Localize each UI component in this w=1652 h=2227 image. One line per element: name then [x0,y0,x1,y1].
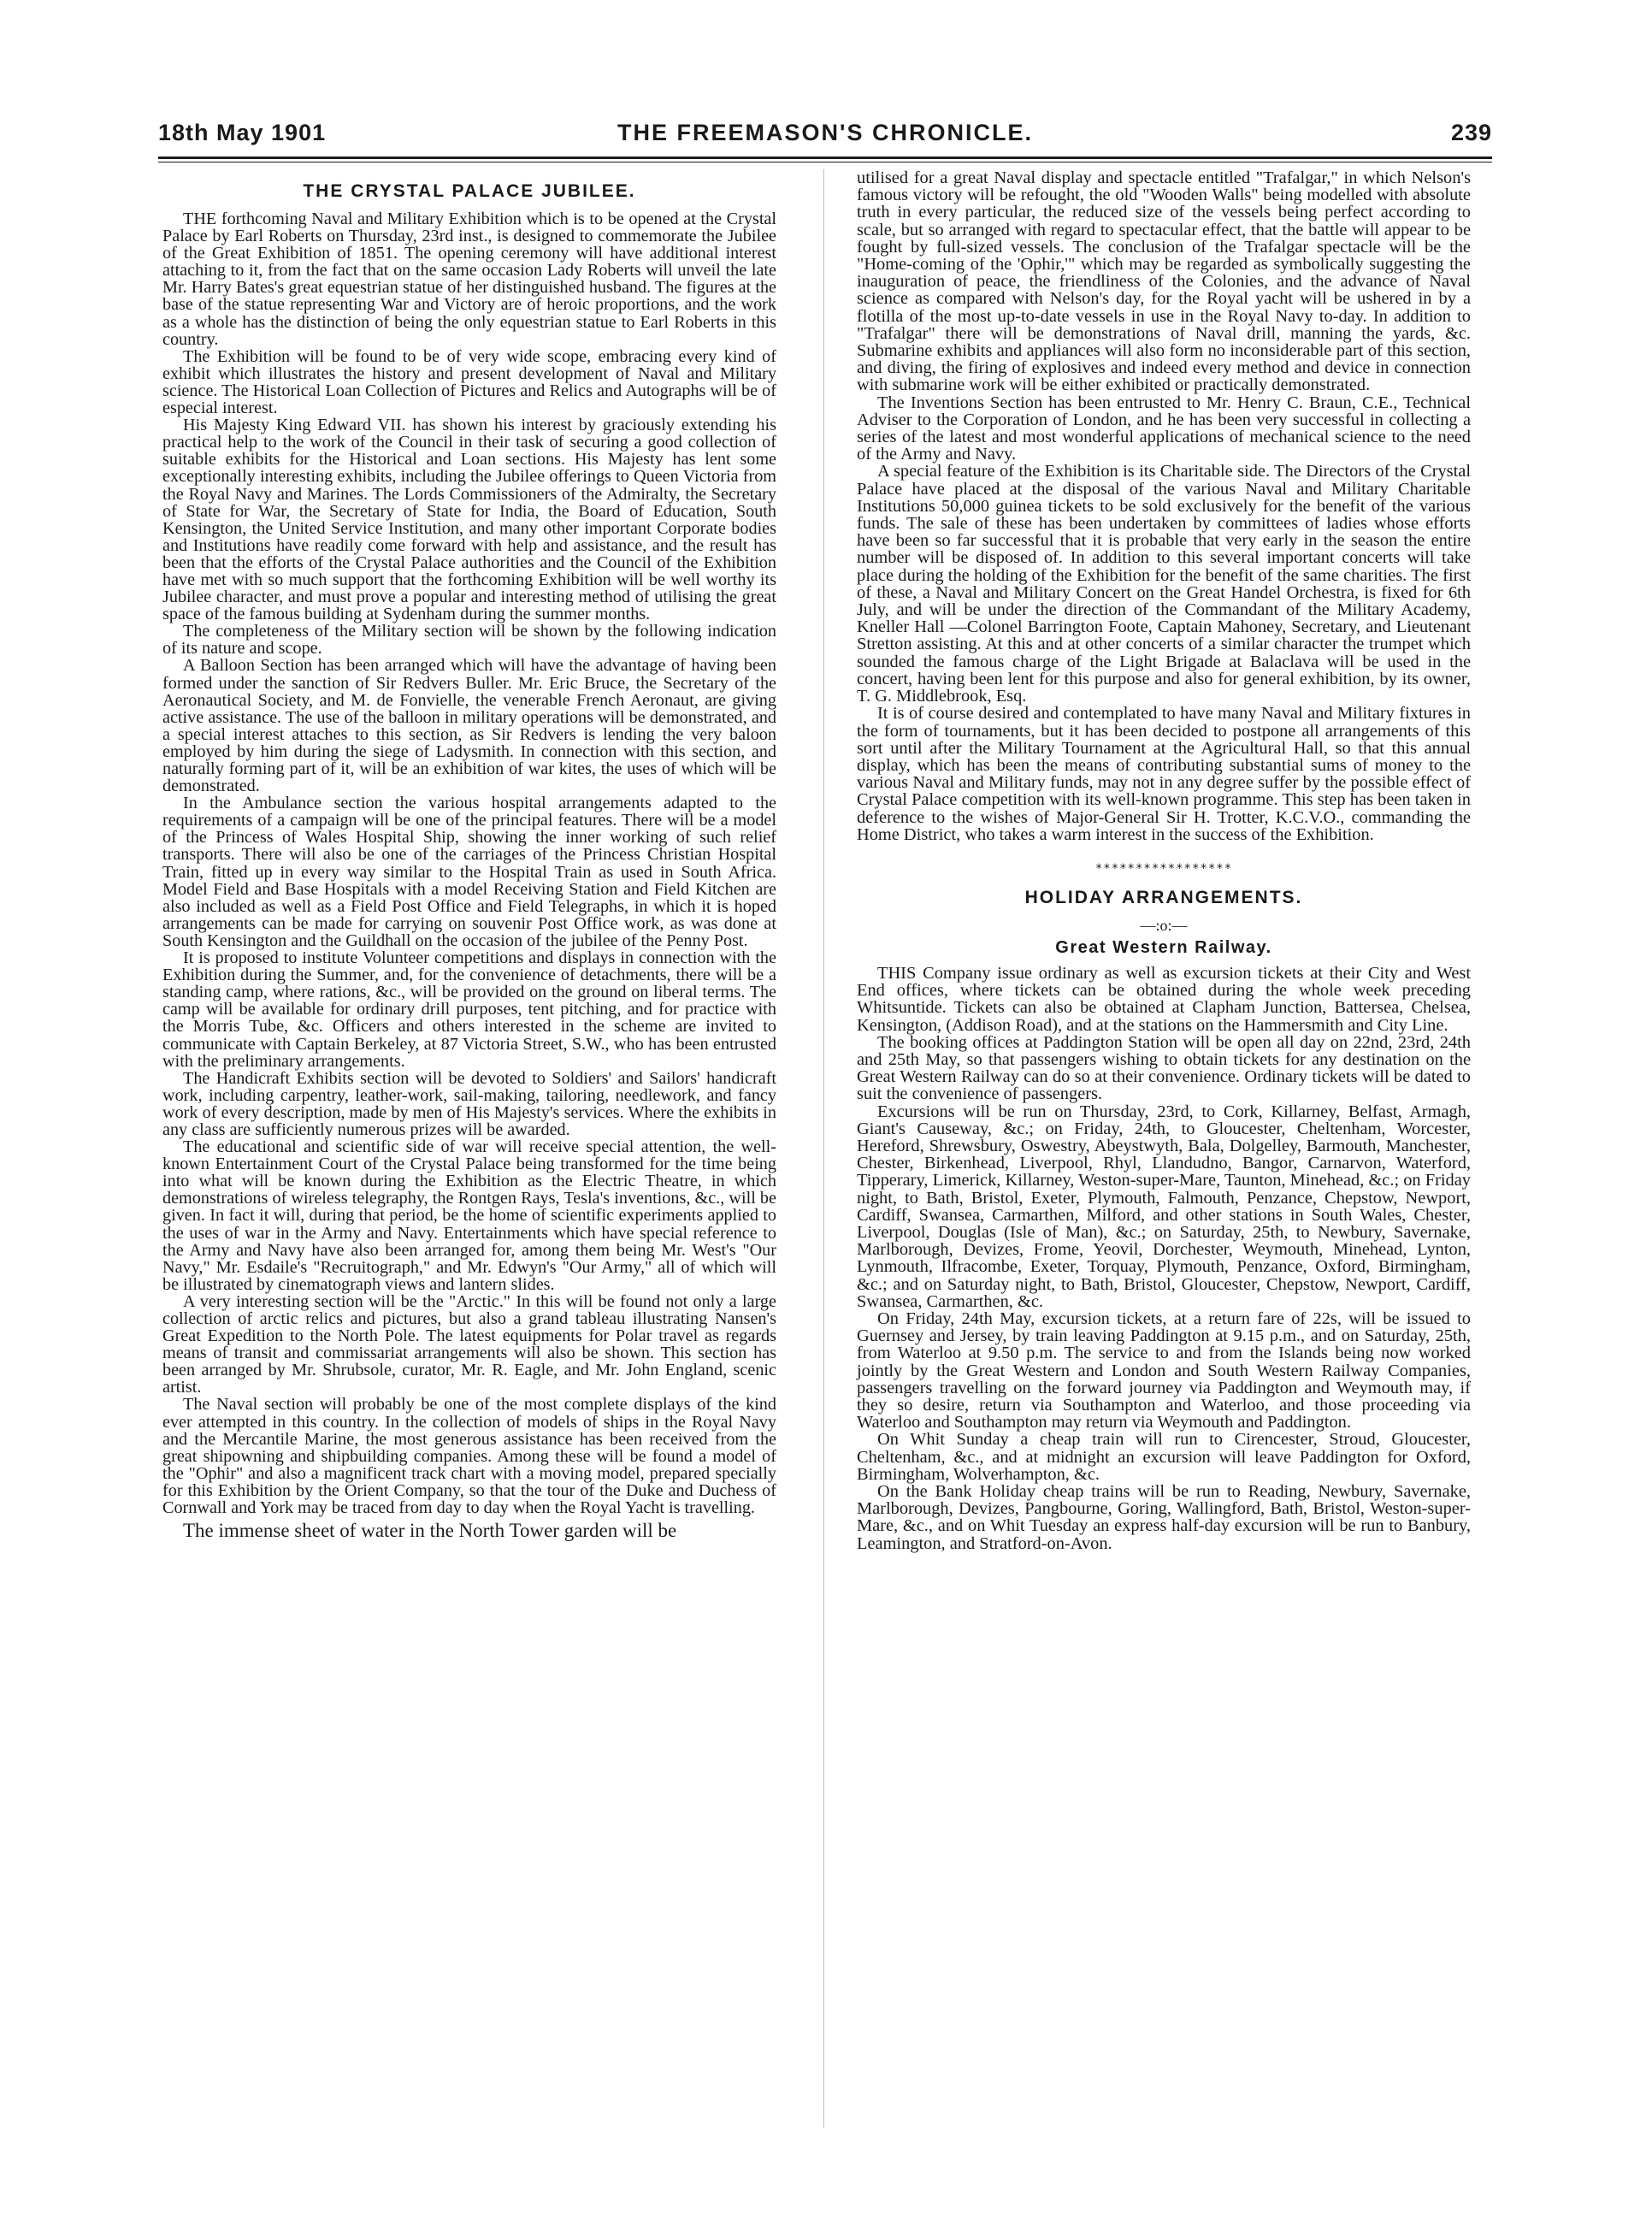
page-number: 239 [1450,120,1492,145]
article-paragraph: The Handicraft Exhibits section will be devoted to Soldiers' and Sailors' handicraft work, including carpentry, leather-work, sail-making, tailoring, needlework, and fancy work of every description, made by men of His Majesty's services. Where the exhibits in any class are sufficiently numerous prizes will be awarded. [162,1068,776,1139]
article-paragraph: THIS Company issue ordinary as well as excursion tickets at their City and West End offices, where tickets can be obtained during the whole week preceding Whitsuntide. Tickets can also be obtained at Clapham Junction, Battersea, Chelsea, Kensington, (Addison Road), and at the stations on the Hammersmith and City Line. [857,963,1471,1035]
page-header [158,120,1492,154]
left-column [162,169,776,1542]
publication-title: THE FREEMASON'S CHRONICLE. [617,120,1033,145]
column-divider [823,169,824,2128]
article-paragraph: The completeness of the Military section will be shown by the following indication of its nature and scope. [162,622,776,659]
article-paragraph: The immense sheet of water in the North Tower garden will be [183,1520,677,1542]
issue-date: 18th May 1901 [158,120,327,145]
article-paragraph: It is of course desired and contemplated to have many Naval and Military fixtures in the form of tournaments, but it has been decided to postpone all arrangements of this sort until after the Military Tournament at the Agricultural Hall, so that this annual display, which has been the means of contributing substantial sums of money to the various Naval and Military funds, may not in any degree suffer by the possible effect of Crystal Palace competition with its well-known programme. This step has been taken in deference to the wishes of Major-General Sir H. Trotter, K.C.V.O., commanding the Home District, who takes a warm interest in the success of the Exhibition. [857,704,1471,844]
article-title-crystal-palace: THE CRYSTAL PALACE JUBILEE. [303,181,636,201]
header-rule [158,157,1492,159]
article-paragraph-continued: utilised for a great Naval display and spectacle entitled "Trafalgar," in which Nelson's famous victory will be refought, the old "Wooden Walls" being modelled with absolute truth in every particular, the reduced size of the vessels being perfect according to scale, but so arranged with regard to spectacular effect, that the battle will appear to be fought by full-sized vessels. The conclusion of the Trafalgar spectacle will be the "Home-coming of the 'Ophir,'" which may be regarded as symbolically suggesting the inauguration of peace, the friendliness of the Colonies, and the advance of Naval science as compared with Nelson's day, for the Royal yacht will be ushered in by a flotilla of the most up-to-date vessels in use in the Royal Navy to-day. In addition to "Trafalgar" there will be demonstrations of Naval drill, manning the yards, &c. Submarine exhibits and appliances will also form no inconsiderable part of this section, and diving, the firing of explosives and indeed every method and device in connection with submarine work will be either exhibited or practically demonstrated. [857,168,1471,395]
article-paragraph: The Naval section will probably be one of the most complete displays of the kind ever attempted in this country. In the collection of models of ships in the Royal Navy and the Mercantile Marine, the most generous assistance has been received from the great shipowning and shipbuilding companies. Among these will be found a model of the "Ophir" and also a magnificent track chart with a moving model, prepared specially for this Exhibition by the Orient Company, so that the tour of the Duke and Duchess of Cornwall and York may be traced from day to day when the Royal Yacht is travelling. [162,1395,776,1518]
article-paragraph: A special feature of the Exhibition is its Charitable side. The Directors of the Crystal Palace have placed at the disposal of the various Naval and Military Charitable Institutions 50,000 guinea tickets to be sold exclusively for the benefit of the various funds. The sale of these has been undertaken by committees of ladies whose efforts have been so far successful that it is probable that very early in the season the entire number will be disposed of. In addition to this several important concerts will take place during the holding of the Exhibition for the benefit of the same charities. The first of these, a Naval and Military Concert on the Great Handel Orchestra, is fixed for 6th July, and will be under the direction of the Commandant of the Military Academy, Kneller Hall —Colonel Barrington Foote, Captain Mahoney, Secretary, and Lieutenant Stretton assisting. At this and at other concerts of a similar character the trumpet which sounded the famous charge of the Light Brigade at Balaclava will be used in the concert, having been lent for this purpose and also for general exhibition, by its owner, T. G. Middlebrook, Esq. [857,462,1471,706]
article-paragraph: In the Ambulance section the various hospital arrangements adapted to the requirements of a campaign will be one of the principal features. There will be a model of the Princess of Wales Hospital Ship, showing the inner working of such relief transports. There will also be one of the carriages of the Princess Christian Hospital Train, fitted up in every way similar to the Hospital Train as used in South Africa. Model Field and Base Hospitals with a model Receiving Station and Field Kitchen are also included as well as a Field Post Office and Field Telegraphs, in which it is hoped arrangements can be made for carrying on souvenir Post Office work, as was done at South Kensington and the Guildhall on the occasion of the jubilee of the Penny Post. [162,794,776,950]
article-paragraph: It is proposed to institute Volunteer competitions and displays in connection with the Exhibition during the Summer, and, for the convenience of detachments, there will be a standing camp, where rations, &c., will be provided on the ground on liberal terms. The camp will be available for ordinary drill purposes, tent pitching, and for practice with the Morris Tube, &c. Officers and others interested in the scheme are invited to communicate with Captain Berkeley, at 87 Victoria Street, S.W., who has been entrusted with the preliminary arrangements. [162,948,776,1071]
article-paragraph: A Balloon Section has been arranged which will have the advantage of having been formed under the sanction of Sir Redvers Buller. Mr. Eric Bruce, the Secretary of the Aeronautical Society, and M. de Fonvielle, the venerable French Aeronaut, are giving active assistance. The use of the balloon in military operations will be demonstrated, and a special interest attaches to this section, as Sir Redvers is lending the very baloon employed by him during the siege of Ladysmith. In connection with this section, and naturally forming part of it, will be an exhibition of war kites, the uses of which will be demonstrated. [162,656,776,796]
article-paragraph: On the Bank Holiday cheap trains will be run to Reading, Newbury, Savernake, Marlborough, Devizes, Pangbourne, Goring, Wallingford, Bath, Bristol, Weston-super-Mare, &c., and on Whit Tuesday an express half-day excursion will be run to Banbury, Leamington, and Stratford-on-Avon. [857,1482,1471,1553]
article-paragraph: A very interesting section will be the "Arctic." In this will be found not only a large collection of arctic relics and pictures, but also a grand tableau illustrating Nansen's Great Expedition to the North Pole. The latest equipments for Polar travel as regards means of transit and commissariat arrangements will also be shown. This section has been arranged by Mr. Shrubsole, curator, Mr. R. Eagle, and Mr. John England, scenic artist. [162,1291,776,1397]
right-column [857,169,1471,1552]
article-paragraph: The booking offices at Paddington Station will be open all day on 22nd, 23rd, 24th and 25th May, so that passengers wishing to obtain tickets for any destination on the Great Western Railway can do so at their convenience. Ordinary tickets will be dated to suit the convenience of passengers. [857,1032,1471,1104]
article-subtitle: Great Western Railway. [1055,937,1272,957]
article-paragraph: THE forthcoming Naval and Military Exhibition which is to be opened at the Crystal Palace by Earl Roberts on Thursday, 23rd inst., is designed to commemorate the Jubilee of the Great Exhibition of 1851. The opening ceremony will have additional interest attaching to it, from the fact that on the same occasion Lady Roberts will unveil the late Mr. Harry Bates's great equestrian statue of her distinguished husband. The figures at the base of the statue representing War and Victory are of heroic proportions, and the work as a whole has the distinction of being the only equestrian statue to Earl Roberts in this country. [162,210,776,349]
article-paragraph: His Majesty King Edward VII. has shown his interest by graciously extending his practical help to the work of the Council in their task of securing a good collection of suitable exhibits for the Historical and Loan sections. His Majesty has lent some exceptionally interesting exhibits, including the Jubilee offerings to Queen Victoria from the Royal Navy and Marines. The Lords Commissioners of the Admiralty, the Secretary of State for War, the Secretary of State for India, the Board of Education, South Kensington, the United Service Institution, and many other important Corporate bodies and Institutions have readily come forward with help and assistance, and the result has been that the efforts of the Crystal Palace authorities and the Council of the Exhibition have met with so much support that the forthcoming Exhibition will be well worthy its Jubilee character, and must prove a popular and interesting method of utilising the great space of the famous building at Sydenham during the summer months. [162,416,776,624]
article-paragraph: The Inventions Section has been entrusted to Mr. Henry C. Braun, C.E., Technical Adviser to the Corporation of London, and he has been very successful in collecting a series of the latest and most wonderful applications of mechanical science to the need of the Army and Navy. [857,393,1471,464]
section-separator: ***************** [1094,861,1233,876]
article-paragraph: The educational and scientific side of war will receive special attention, the well-known Entertainment Court of the Crystal Palace being transformed for the time being into what will be known during the Exhibition as the Electric Theatre, in which demonstrations of wireless telegraphy, the Rontgen Rays, Tesla's inventions, &c., will be given. In fact it will, during that period, be the home of scientific experiments applied to the uses of war in the Army and Navy. Entertainments which have special reference to the Army and Navy have also been arranged for, among them being Mr. West's "Our Navy," Mr. Esdaile's "Recruitograph," and Mr. Edwyn's "Our Army," all of which will be illustrated by cinematograph views and lantern slides. [162,1137,776,1294]
article-paragraph: On Whit Sunday a cheap train will run to Cirencester, Stroud, Gloucester, Cheltenham, &c., and at midnight an excursion will leave Paddington for Oxford, Birmingham, Wolverhampton, &c. [857,1430,1471,1484]
article-paragraph: Excursions will be run on Thursday, 23rd, to Cork, Killarney, Belfast, Armagh, Giant's Causeway, &c.; on Friday, 24th, to Gloucester, Cheltenham, Worcester, Hereford, Shrewsbury, Oswestry, Abeystwyth, Bala, Dolgelley, Barmouth, Manchester, Chester, Birkenhead, Liverpool, Rhyl, Llandudno, Bangor, Carnarvon, Waterford, Tipperary, Limerick, Killarney, Weston-super-Mare, Taunton, Minehead, &c.; on Friday night, to Bath, Bristol, Exeter, Plymouth, Falmouth, Penzance, Chepstow, Newport, Cardiff, Swansea, Carmarthen, Milford, and other stations in South Wales, Chester, Liverpool, Douglas (Isle of Man), &c.; on Saturday, 25th, to Newbury, Savernake, Marlborough, Devizes, Frome, Yeovil, Dorchester, Weymouth, Minehead, Lynton, Lynmouth, Ilfracombe, Exeter, Torquay, Plymouth, Penzance, Oxford, Birmingham, &c.; and on Saturday night, to Bath, Bristol, Gloucester, Chepstow, Newport, Cardiff, Swansea, Carmarthen, &c. [857,1102,1471,1311]
title-ornament: —:o:— [1140,916,1188,934]
article-paragraph: On Friday, 24th May, excursion tickets, at a return fare of 22s, will be issued to Guernsey and Jersey, by train leaving Paddington at 9.15 p.m., and on Saturday, 25th, from Waterloo at 9.50 p.m. The service to and from the Islands being now worked jointly by the Great Western and London and South Western Railway Companies, passengers travelling on the forward journey via Paddington and Weymouth may, if they so desire, return via Southampton and Waterloo, and those proceeding via Waterloo and Southampton may return via Weymouth and Paddington. [857,1308,1471,1432]
article-title-holiday-arrangements: HOLIDAY ARRANGEMENTS. [1024,887,1303,907]
article-paragraph: The Exhibition will be found to be of very wide scope, embracing every kind of exhibit which illustrates the history and present development of Naval and Military science. The Historical Loan Collection of Pictures and Relics and Autographs will be of especial interest. [162,346,776,418]
